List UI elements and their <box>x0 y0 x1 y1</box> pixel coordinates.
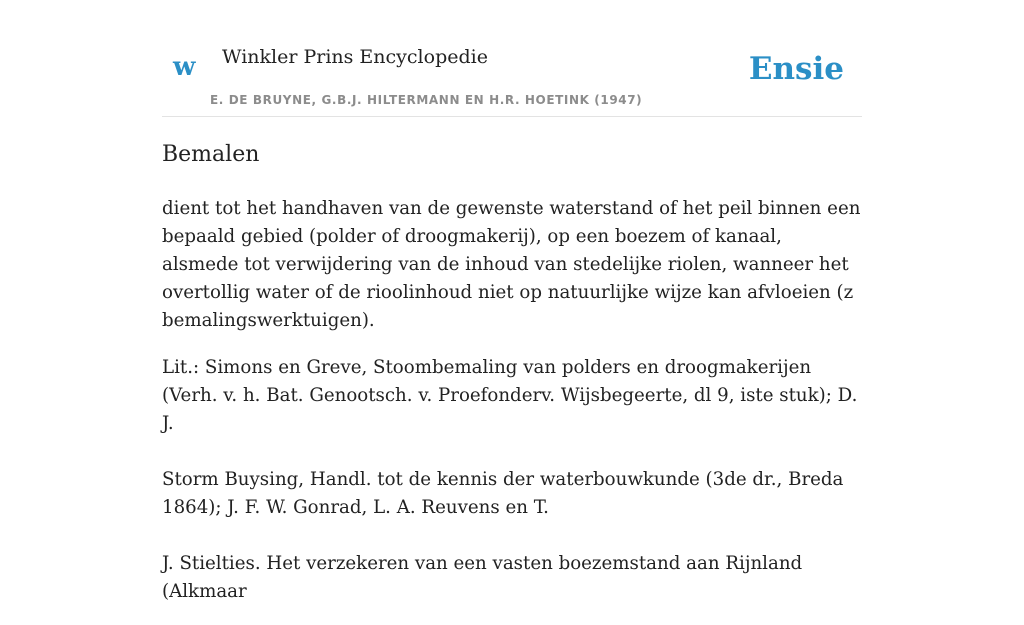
article <box>162 140 862 625</box>
literature-paragraph: J. Stielties. Het verzekeren van een vasten boezemstand aan Rijnland (Alkmaar <box>162 553 803 602</box>
site-title[interactable]: Winkler Prins Encyclopedie <box>222 46 488 68</box>
winkler-prins-logo-icon[interactable]: w <box>173 52 196 82</box>
article-title: Bemalen <box>162 142 260 167</box>
literature-paragraph: Lit.: Simons en Greve, Stoombemaling van polders en droogmakerijen (Verh. v. h. Bat. Genootsch. v. Proefonderv. Wijsbegeerte, dl 9, iste stuk); D. J. <box>162 357 858 434</box>
ensie-brand-logo[interactable]: Ensie <box>748 51 844 87</box>
source-byline: E. DE BRUYNE, G.B.J. HILTERMANN EN H.R. HOETINK (1947) <box>210 93 643 107</box>
site-header <box>162 0 862 117</box>
literature-paragraph: Storm Buysing, Handl. tot de kennis der waterbouwkunde (3de dr., Breda 1864); J. F. W. Gonrad, L. A. Reuvens en T. <box>162 469 844 518</box>
article-paragraph: dient tot het handhaven van de gewenste waterstand of het peil binnen een bepaald gebied (polder of droogmakerij), op een boezem of kanaal, alsmede tot verwijdering van de inhoud van stedelijke riolen, wanneer het overtollig water of de rioolinhoud niet op natuurlijke wijze kan afvloeien (z bemalingswerktuigen). <box>162 198 861 331</box>
